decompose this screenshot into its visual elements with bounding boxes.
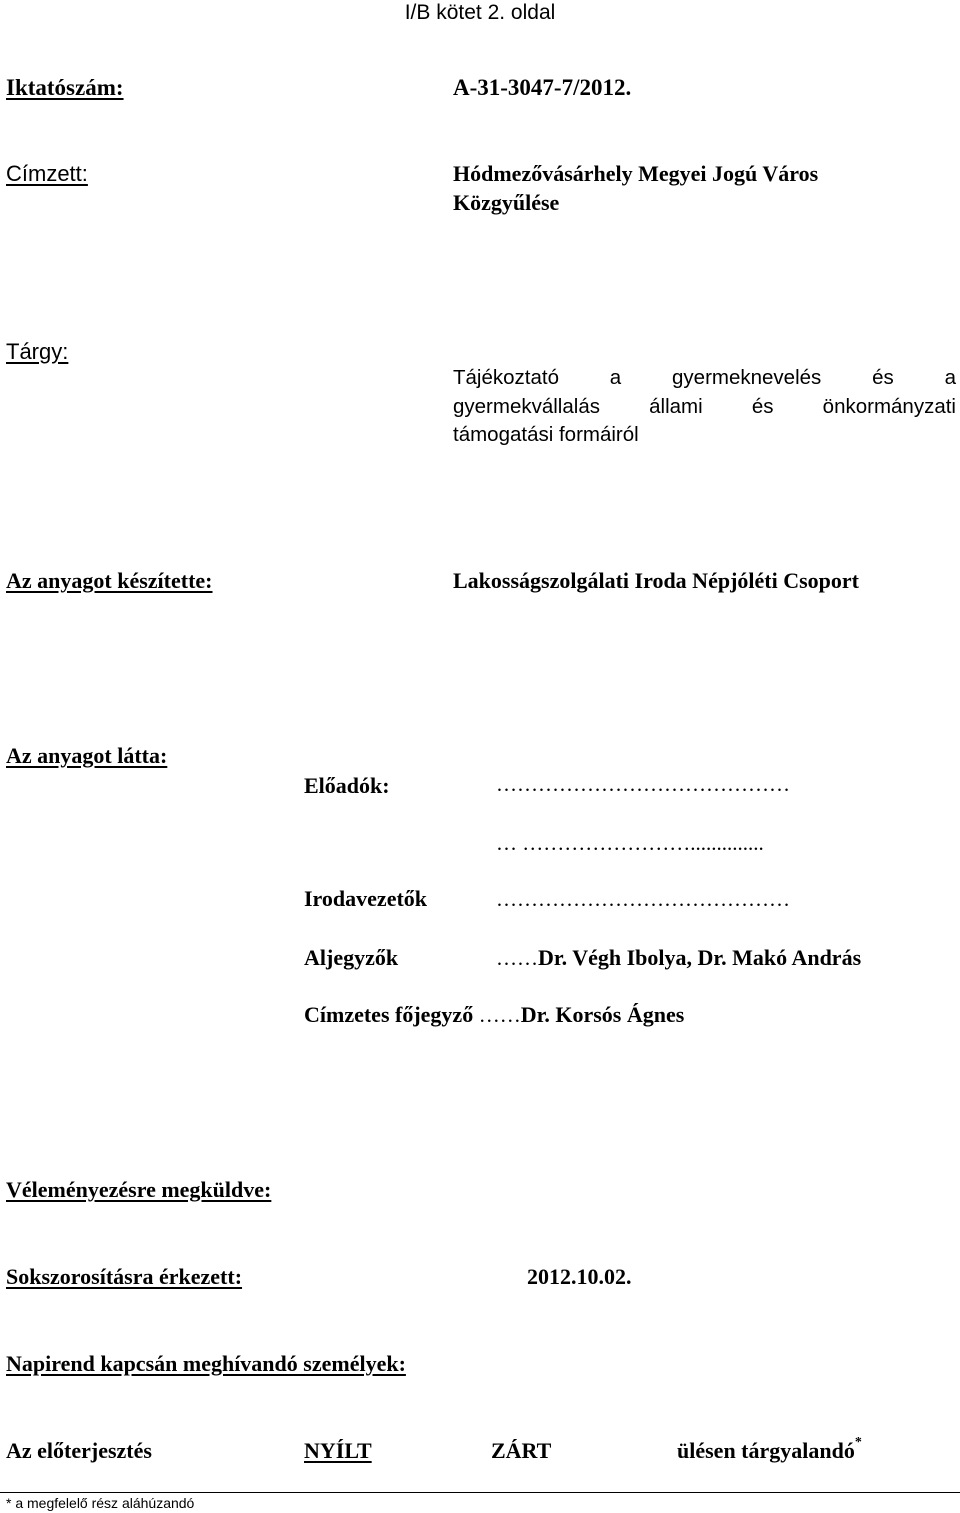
subject-label: Tárgy: <box>6 339 69 364</box>
prepared-by-label: Az anyagot készítette: <box>6 568 213 593</box>
rapporteurs-dots: …………………………………… <box>496 772 790 796</box>
session-suffix-line <box>677 1437 862 1465</box>
rapporteurs-dots-second: … …………………….............. <box>496 831 764 855</box>
office-heads-dots: …………………………………… <box>496 887 790 911</box>
deputy-notaries-dots: …… <box>496 946 538 970</box>
prepared-by-value: Lakosságszolgálati Iroda Népjóléti Csoport <box>453 568 859 593</box>
addressee-label: Címzett: <box>6 161 88 186</box>
deputy-notaries-label: Aljegyzők <box>304 945 399 970</box>
deputy-notaries-value: Dr. Végh Ibolya, Dr. Makó András <box>538 945 862 970</box>
reference-value: A-31-3047-7/2012. <box>453 75 632 100</box>
addressee-line2: Közgyűlése <box>453 190 560 215</box>
addressee-line1: Hódmezővásárhely Megyei Jogú Város <box>453 161 819 186</box>
session-suffix: ülésen tárgyalandó <box>677 1438 855 1463</box>
copy-received-label: Sokszorosításra érkezett: <box>6 1264 243 1289</box>
session-closed: ZÁRT <box>491 1438 552 1463</box>
seen-by-label: Az anyagot látta: <box>6 743 168 768</box>
office-heads-label: Irodavezetők <box>304 886 428 911</box>
subject-line1: Tájékoztató a gyermeknevelés és a <box>453 366 956 389</box>
page-header: I/B kötet 2. oldal <box>404 1 556 24</box>
subject-line2: gyermekvállalás állami és önkormányzati <box>453 394 956 418</box>
review-label: Véleményezésre megküldve: <box>6 1177 272 1202</box>
footnote-divider <box>0 1492 960 1493</box>
copy-received-date: 2012.10.02. <box>527 1264 632 1289</box>
session-open: NYÍLT <box>304 1438 372 1463</box>
invitees-label: Napirend kapcsán meghívandó személyek: <box>6 1351 406 1376</box>
chief-notary-label: Címzetes főjegyző <box>304 1002 474 1027</box>
footnote-marker: * <box>854 1435 862 1450</box>
footnote-text: * a megfelelő rész aláhúzandó <box>6 1495 195 1511</box>
chief-notary-line <box>304 1001 684 1029</box>
chief-notary-value: Dr. Korsós Ágnes <box>520 1002 685 1027</box>
deputy-notaries-line <box>496 944 861 972</box>
subject-text <box>453 364 956 450</box>
session-label: Az előterjesztés <box>6 1438 152 1463</box>
chief-notary-dots: …… <box>478 1003 521 1027</box>
subject-line3: támogatási formáiról <box>453 423 639 446</box>
rapporteurs-label: Előadók: <box>304 773 390 798</box>
reference-label: Iktatószám: <box>6 75 124 100</box>
